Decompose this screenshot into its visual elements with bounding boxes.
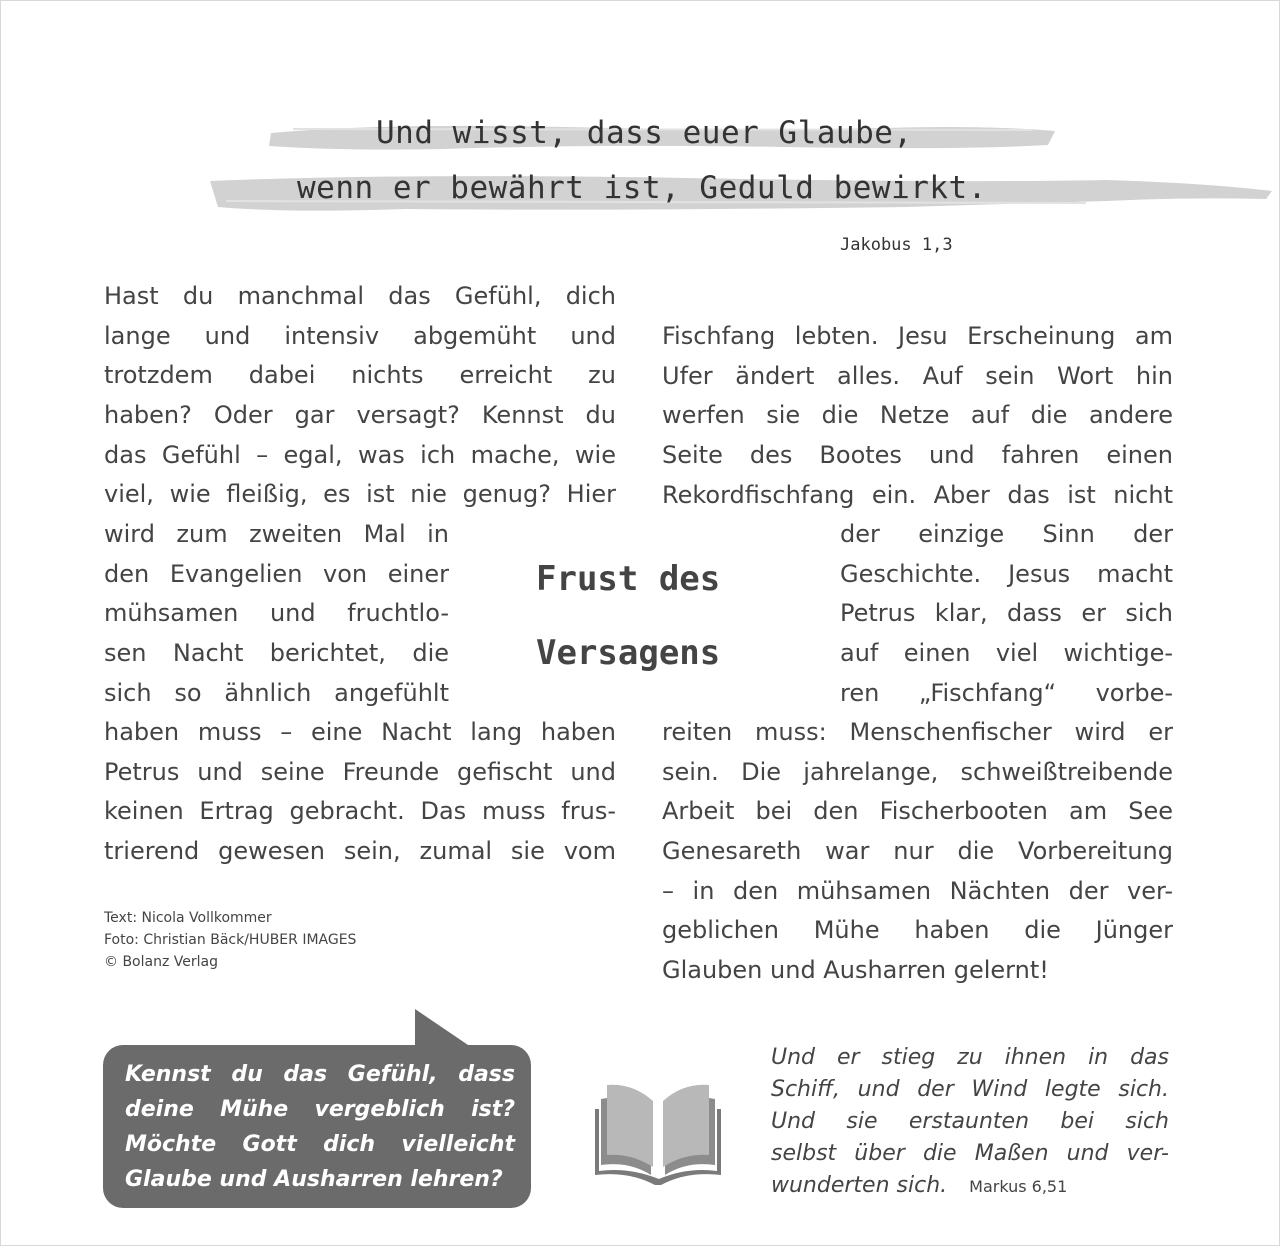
bible-quote (771, 1042, 1169, 1202)
body-right-narrow (840, 515, 1173, 713)
speech-bubble-text (125, 1057, 515, 1197)
speech-bubble-tail (415, 1009, 471, 1047)
text-line: Fischfang lebten. Jesu Erscheinung am (662, 322, 1173, 350)
bible-quote-line: selbst über die Maßen und ver- (771, 1141, 1169, 1166)
body-left-top (104, 277, 616, 515)
text-line: trotzdem dabei nichts erreicht zu (104, 361, 616, 390)
text-line: Ufer ändert alles. Auf sein Wort hin (662, 361, 1173, 390)
text-line: ren „Fischfang“ vorbe- (840, 678, 1173, 707)
bubble-line: Möchte Gott dich vielleicht (125, 1132, 515, 1157)
body-left-narrow (104, 515, 449, 713)
text-line: wird zum zweiten Mal in (104, 520, 449, 548)
text-line: trierend gewesen sein, zumal sie vom (104, 837, 616, 866)
text-line: Glauben und Ausharren gelernt! (662, 956, 1049, 985)
text-line: Rekordfischfang ein. Aber das ist nicht (662, 480, 1173, 509)
section-heading-line-2: Versagens (536, 633, 721, 673)
text-line: Hast du manchmal das Gefühl, dich (104, 282, 616, 310)
credit-text: Text: Nicola Vollkommer (104, 910, 272, 926)
bible-quote-last-line (771, 1170, 1169, 1202)
quote-line-1: Und wisst, dass euer Glaube, (376, 115, 913, 151)
text-line: das Gefühl – egal, was ich mache, wie (104, 440, 616, 469)
body-left-bottom (104, 713, 616, 872)
text-line: Geschichte. Jesus macht (840, 559, 1173, 588)
bubble-line: Kennst du das Gefühl, dass (125, 1062, 515, 1087)
text-line: den Evangelien von einer (104, 559, 449, 588)
text-line: lange und intensiv abgemüht und (104, 321, 616, 350)
credit-photo: Foto: Christian Bäck/HUBER IMAGES (104, 932, 357, 948)
text-line: keinen Ertrag gebracht. Das muss frus- (104, 797, 616, 826)
text-line: sein. Die jahrelange, schweißtreibende (662, 757, 1173, 786)
text-line: viel, wie fleißig, es ist nie genug? Hier (104, 480, 616, 509)
bubble-line: deine Mühe vergeblich ist? (125, 1097, 515, 1122)
text-line: Arbeit bei den Fischerbooten am See (662, 797, 1173, 826)
text-line: geblichen Mühe haben die Jünger (662, 916, 1173, 945)
body-right-bottom (662, 713, 1173, 991)
bible-quote-line: Und sie erstaunten bei sich (771, 1109, 1169, 1134)
text-line: sich so ähnlich angefühlt (104, 678, 449, 707)
text-line: auf einen viel wichtige- (840, 639, 1173, 668)
text-line: haben muss – eine Nacht lang haben (104, 718, 616, 746)
text-line: haben? Oder gar versagt? Kennst du (104, 401, 616, 430)
text-line: mühsamen und fruchtlo- (104, 599, 449, 628)
credit-publisher: © Bolanz Verlag (104, 954, 218, 970)
bible-quote-reference: Markus 6,51 (969, 1177, 1068, 1196)
open-book-icon (593, 1079, 723, 1187)
section-heading-line-1: Frust des (536, 559, 721, 599)
text-line: Petrus klar, dass er sich (840, 599, 1173, 628)
text-line: Genesareth war nur die Vorbereitung (662, 837, 1173, 866)
bible-quote-line: Und er stieg zu ihnen in das (771, 1045, 1169, 1070)
bible-quote-line: wunderten sich. (771, 1173, 948, 1198)
text-line: reiten muss: Menschenfischer wird er (662, 718, 1173, 746)
text-line: – in den mühsamen Nächten der ver- (662, 876, 1173, 905)
text-line: werfen sie die Netze auf die andere (662, 401, 1173, 430)
text-line: Petrus und seine Freunde gefischt und (104, 757, 616, 786)
bible-quote-line: Schiff, und der Wind legte sich. (771, 1077, 1169, 1102)
quote-line-2: wenn er bewährt ist, Geduld bewirkt. (297, 170, 987, 206)
bubble-line: Glaube und Ausharren lehren? (125, 1167, 503, 1192)
body-right-top (662, 317, 1173, 515)
text-line: sen Nacht berichtet, die (104, 639, 449, 668)
quote-reference: Jakobus 1,3 (840, 235, 953, 255)
text-line: Seite des Bootes und fahren einen (662, 441, 1173, 470)
credits (104, 907, 356, 973)
text-line: der einzige Sinn der (840, 520, 1173, 548)
